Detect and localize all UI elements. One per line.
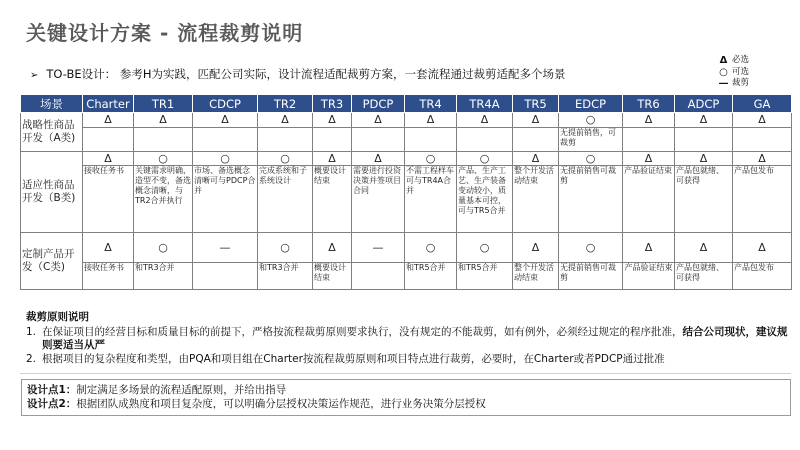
- note-cell: [733, 128, 792, 152]
- note-cell: 概要设计结束: [313, 166, 352, 233]
- symbol-cell: ○: [559, 113, 623, 128]
- section-divider: [20, 373, 791, 374]
- col-header-tr1: TR1: [134, 95, 193, 113]
- symbol-cell: Δ: [193, 113, 258, 128]
- symbol-cell: Δ: [83, 233, 134, 263]
- tailoring-table: [20, 94, 792, 290]
- col-header-scene: 场景: [21, 95, 83, 113]
- circle-icon: ○: [719, 66, 728, 78]
- symbol-cell: Δ: [513, 233, 559, 263]
- note-cell: 接收任务书: [83, 166, 134, 233]
- note-cell: 整个开发活动结束: [513, 166, 559, 233]
- symbol-cell: ○: [405, 152, 457, 166]
- note-cell: 和TR5合并: [405, 263, 457, 290]
- note-cell: [193, 263, 258, 290]
- note-cell: 关键需求明确，造型不变，备选概念清晰，与TR2合并执行: [134, 166, 193, 233]
- col-header-edcp: EDCP: [559, 95, 623, 113]
- col-header-tr4: TR4: [405, 95, 457, 113]
- note-cell: 需要进行投资决策并签项目合同: [352, 166, 405, 233]
- symbol-cell: Δ: [623, 113, 675, 128]
- note-cell: 和TR3合并: [134, 263, 193, 290]
- symbol-cell: Δ: [258, 113, 313, 128]
- col-header-tr5: TR5: [513, 95, 559, 113]
- note-cell: 整个开发活动结束: [513, 263, 559, 290]
- note-cell: 市场、备选概念清晰可与PDCP合并: [193, 166, 258, 233]
- col-header-tr2: TR2: [258, 95, 313, 113]
- col-header-tr6: TR6: [623, 95, 675, 113]
- symbol-cell: ○: [457, 152, 513, 166]
- legend-item-cut: [717, 78, 749, 90]
- note-cell: 产品验证结束: [623, 166, 675, 233]
- legend-label: 裁剪: [732, 78, 750, 88]
- note-cell: [623, 128, 675, 152]
- note-cell: 无提前销售可裁剪: [559, 263, 623, 290]
- symbol-cell: Δ: [675, 152, 733, 166]
- design-point-key: 设计点2：: [27, 398, 77, 410]
- symbol-cell: Δ: [83, 152, 134, 166]
- symbol-cell: Δ: [513, 152, 559, 166]
- note-cell: 和TR5合并: [457, 263, 513, 290]
- note-cell: 产品、生产工艺、生产装备变动较小，质量基本可控，可与TR5合并: [457, 166, 513, 233]
- note-cell: 无提前销售，可裁剪: [559, 128, 623, 152]
- col-header-cdcp: CDCP: [193, 95, 258, 113]
- row-label-b: 适应性商品开发（B类): [21, 152, 83, 233]
- row-label-a: 战略性商品开发（A类): [21, 113, 83, 152]
- note-cell: [134, 128, 193, 152]
- col-header-ga: GA: [733, 95, 792, 113]
- principles-heading: 裁剪原则说明: [26, 311, 89, 323]
- note-cell: 接收任务书: [83, 263, 134, 290]
- col-header-tr3: TR3: [313, 95, 352, 113]
- symbol-cell: ○: [134, 152, 193, 166]
- symbol-cell: Δ: [675, 113, 733, 128]
- table-header-row: [21, 95, 792, 113]
- note-cell: 产品包就绪、可获得: [675, 166, 733, 233]
- note-cell: [258, 128, 313, 152]
- symbol-cell: Δ: [352, 113, 405, 128]
- symbol-cell: ○: [559, 233, 623, 263]
- intro-line: [30, 66, 565, 82]
- design-point-2: [27, 397, 786, 411]
- col-header-pdcp: PDCP: [352, 95, 405, 113]
- principle-text: 在保证项目的经营目标和质量目标的前提下，严格按流程裁剪原则要求执行，没有规定的不能裁剪，如有例外，必须经过规定的程序批准，结合公司现状，建议规则要适当从严: [42, 325, 788, 351]
- symbol-cell: Δ: [733, 233, 792, 263]
- note-cell: 无提前销售可裁剪: [559, 166, 623, 233]
- note-cell: 产品包发布: [733, 263, 792, 290]
- symbol-cell: —: [193, 233, 258, 263]
- note-cell: 产品包发布: [733, 166, 792, 233]
- legend-item-required: [717, 55, 749, 67]
- note-cell: 概要设计结束: [313, 263, 352, 290]
- symbol-cell: ○: [405, 233, 457, 263]
- design-point-key: 设计点1：: [27, 384, 77, 396]
- intro-text: TO-BE设计： 参考H为实践，匹配公司实际，设计流程适配裁剪方案，一套流程通过裁剪适配多个场景: [46, 67, 566, 81]
- note-cell: 产品验证结束: [623, 263, 675, 290]
- row-label-c: 定制产品开发（C类): [21, 233, 83, 290]
- col-header-tr4a: TR4A: [457, 95, 513, 113]
- symbol-cell: Δ: [733, 152, 792, 166]
- col-header-adcp: ADCP: [675, 95, 733, 113]
- principle-text: 根据项目的复杂程度和类型，由PQA和项目组在Charter按流程裁剪原则和项目特点进行裁剪，必要时，在Charter或者PDCP通过批准: [42, 352, 665, 365]
- design-point-1: [27, 383, 786, 397]
- design-point-text: 制定满足多场景的流程适配原则，并给出指导: [76, 384, 287, 396]
- table-row-b-symbols: [21, 152, 792, 166]
- symbol-cell: Δ: [313, 113, 352, 128]
- note-cell: [405, 128, 457, 152]
- note-cell: [513, 128, 559, 152]
- symbol-cell: ○: [258, 152, 313, 166]
- symbol-cell: ○: [258, 233, 313, 263]
- tailoring-principles: [26, 311, 791, 366]
- principle-item-2: [26, 353, 791, 367]
- symbol-cell: Δ: [313, 233, 352, 263]
- symbol-cell: ○: [457, 233, 513, 263]
- symbol-cell: Δ: [457, 113, 513, 128]
- note-cell: 不需工程样车可与TR4A合并: [405, 166, 457, 233]
- symbol-cell: Δ: [623, 152, 675, 166]
- symbol-cell: —: [352, 233, 405, 263]
- principle-emphasis: 结合公司现状，建议规则要适当从严: [42, 325, 788, 351]
- symbol-cell: Δ: [733, 113, 792, 128]
- triangle-icon: Δ: [719, 55, 728, 66]
- note-cell: 完成系统和子系统设计: [258, 166, 313, 233]
- legend-label: 必选: [732, 55, 750, 65]
- symbol-cell: Δ: [352, 152, 405, 166]
- note-cell: [675, 128, 733, 152]
- dash-icon: —: [718, 78, 729, 89]
- item-number: 1.: [26, 325, 37, 338]
- page-title: 关键设计方案 - 流程裁剪说明: [26, 21, 304, 45]
- symbol-cell: ○: [134, 233, 193, 263]
- note-cell: 和TR3合并: [258, 263, 313, 290]
- note-cell: [313, 128, 352, 152]
- symbol-cell: Δ: [83, 113, 134, 128]
- symbol-cell: Δ: [675, 233, 733, 263]
- note-cell: 产品包就绪、可获得: [675, 263, 733, 290]
- design-points-box: [21, 379, 791, 416]
- table-row-b-notes: [21, 166, 792, 233]
- table-row-a-notes: [21, 128, 792, 152]
- col-header-charter: Charter: [83, 95, 134, 113]
- note-cell: [83, 128, 134, 152]
- symbol-cell: Δ: [134, 113, 193, 128]
- table-row-c-symbols: [21, 233, 792, 263]
- design-point-text: 根据团队成熟度和项目复杂度，可以明确分层授权决策运作规范，进行业务决策分层授权: [76, 398, 486, 410]
- principle-item-1: [26, 326, 791, 353]
- arrow-bullet-icon: ➢: [30, 70, 39, 81]
- note-cell: [457, 128, 513, 152]
- symbol-cell: Δ: [313, 152, 352, 166]
- table-row-c-notes: [21, 263, 792, 290]
- table-row-a-symbols: [21, 113, 792, 128]
- note-cell: [352, 128, 405, 152]
- legend: [717, 55, 749, 90]
- symbol-cell: ○: [193, 152, 258, 166]
- legend-item-optional: [717, 67, 749, 79]
- note-cell: [193, 128, 258, 152]
- symbol-cell: ○: [559, 152, 623, 166]
- item-number: 2.: [26, 352, 37, 365]
- symbol-cell: Δ: [623, 233, 675, 263]
- symbol-cell: Δ: [513, 113, 559, 128]
- legend-label: 可选: [732, 66, 750, 77]
- symbol-cell: Δ: [405, 113, 457, 128]
- note-cell: [352, 263, 405, 290]
